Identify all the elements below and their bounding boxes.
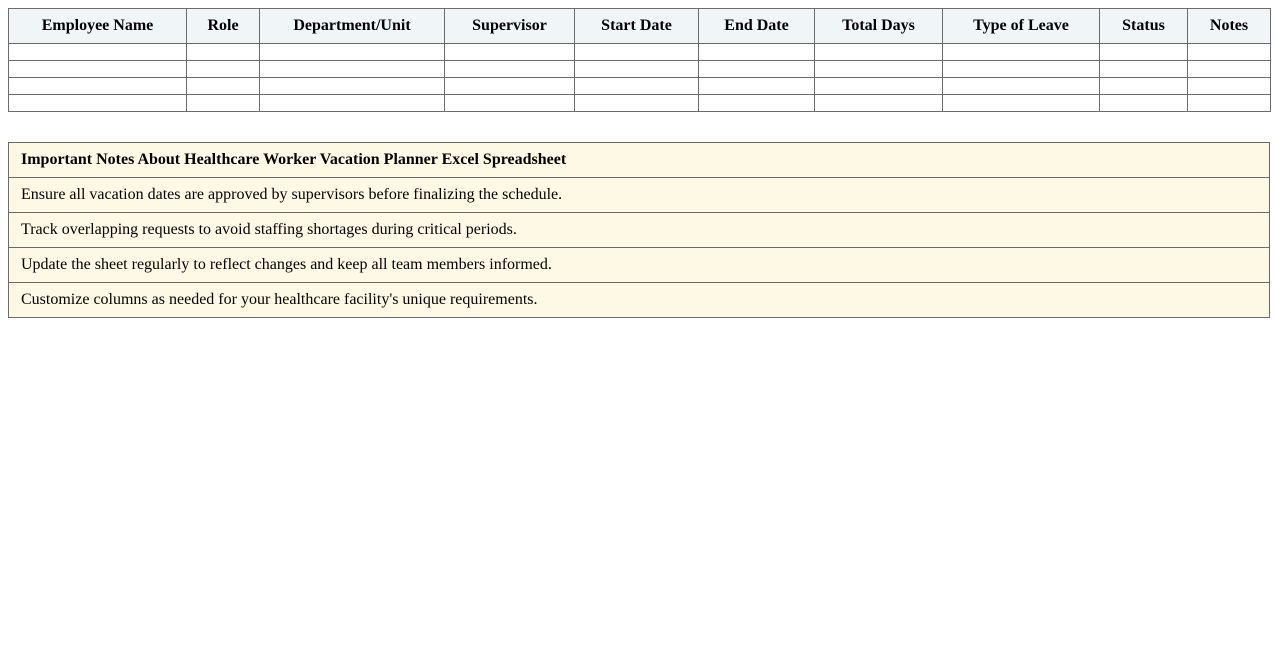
- column-header-type-of-leave[interactable]: Type of Leave: [943, 9, 1100, 44]
- table-cell[interactable]: [943, 95, 1100, 112]
- notes-title-row: [9, 143, 1270, 178]
- table-cell[interactable]: [187, 61, 260, 78]
- table-cell[interactable]: [187, 44, 260, 61]
- note-item: Update the sheet regularly to reflect changes and keep all team members informed.: [9, 248, 1270, 283]
- table-cell[interactable]: [575, 95, 699, 112]
- table-row: [9, 61, 1271, 78]
- note-item: Track overlapping requests to avoid staffing shortages during critical periods.: [9, 213, 1270, 248]
- table-cell[interactable]: [260, 95, 445, 112]
- column-header-status[interactable]: Status: [1100, 9, 1188, 44]
- table-cell[interactable]: [815, 78, 943, 95]
- table-cell[interactable]: [260, 44, 445, 61]
- table-cell[interactable]: [445, 95, 575, 112]
- table-cell[interactable]: [187, 78, 260, 95]
- table-cell[interactable]: [1100, 78, 1188, 95]
- table-cell[interactable]: [699, 61, 815, 78]
- column-header-total-days[interactable]: Total Days: [815, 9, 943, 44]
- table-cell[interactable]: [9, 61, 187, 78]
- table-cell[interactable]: [699, 44, 815, 61]
- table-cell[interactable]: [9, 78, 187, 95]
- vacation-planner-table: [8, 8, 1271, 112]
- column-header-supervisor[interactable]: Supervisor: [445, 9, 575, 44]
- table-cell[interactable]: [943, 78, 1100, 95]
- table-cell[interactable]: [575, 44, 699, 61]
- table-cell[interactable]: [260, 61, 445, 78]
- column-header-end-date[interactable]: End Date: [699, 9, 815, 44]
- note-row: [9, 178, 1270, 213]
- table-cell[interactable]: [1188, 61, 1271, 78]
- table-cell[interactable]: [187, 95, 260, 112]
- note-row: [9, 283, 1270, 318]
- note-row: [9, 248, 1270, 283]
- table-cell[interactable]: [943, 44, 1100, 61]
- table-cell[interactable]: [575, 61, 699, 78]
- table-cell[interactable]: [699, 95, 815, 112]
- table-cell[interactable]: [1188, 44, 1271, 61]
- table-cell[interactable]: [1188, 95, 1271, 112]
- column-header-start-date[interactable]: Start Date: [575, 9, 699, 44]
- table-cell[interactable]: [9, 44, 187, 61]
- table-cell[interactable]: [445, 44, 575, 61]
- table-cell[interactable]: [575, 78, 699, 95]
- column-header-department[interactable]: Department/Unit: [260, 9, 445, 44]
- table-cell[interactable]: [1100, 44, 1188, 61]
- table-cell[interactable]: [9, 95, 187, 112]
- table-row: [9, 78, 1271, 95]
- column-header-employee-name[interactable]: Employee Name: [9, 9, 187, 44]
- table-cell[interactable]: [815, 61, 943, 78]
- table-cell[interactable]: [445, 61, 575, 78]
- important-notes-table: [8, 142, 1270, 318]
- table-cell[interactable]: [1100, 61, 1188, 78]
- table-row: [9, 95, 1271, 112]
- note-item: Customize columns as needed for your healthcare facility's unique requirements.: [9, 283, 1270, 318]
- note-row: [9, 213, 1270, 248]
- table-cell[interactable]: [1188, 78, 1271, 95]
- table-header-row: [9, 9, 1271, 44]
- table-row: [9, 44, 1271, 61]
- table-cell[interactable]: [815, 95, 943, 112]
- table-cell[interactable]: [1100, 95, 1188, 112]
- table-cell[interactable]: [260, 78, 445, 95]
- notes-title: Important Notes About Healthcare Worker Vacation Planner Excel Spreadsheet: [9, 143, 1270, 178]
- table-cell[interactable]: [815, 44, 943, 61]
- column-header-role[interactable]: Role: [187, 9, 260, 44]
- table-cell[interactable]: [699, 78, 815, 95]
- column-header-notes[interactable]: Notes: [1188, 9, 1271, 44]
- note-item: Ensure all vacation dates are approved by supervisors before finalizing the schedule.: [9, 178, 1270, 213]
- table-cell[interactable]: [943, 61, 1100, 78]
- table-cell[interactable]: [445, 78, 575, 95]
